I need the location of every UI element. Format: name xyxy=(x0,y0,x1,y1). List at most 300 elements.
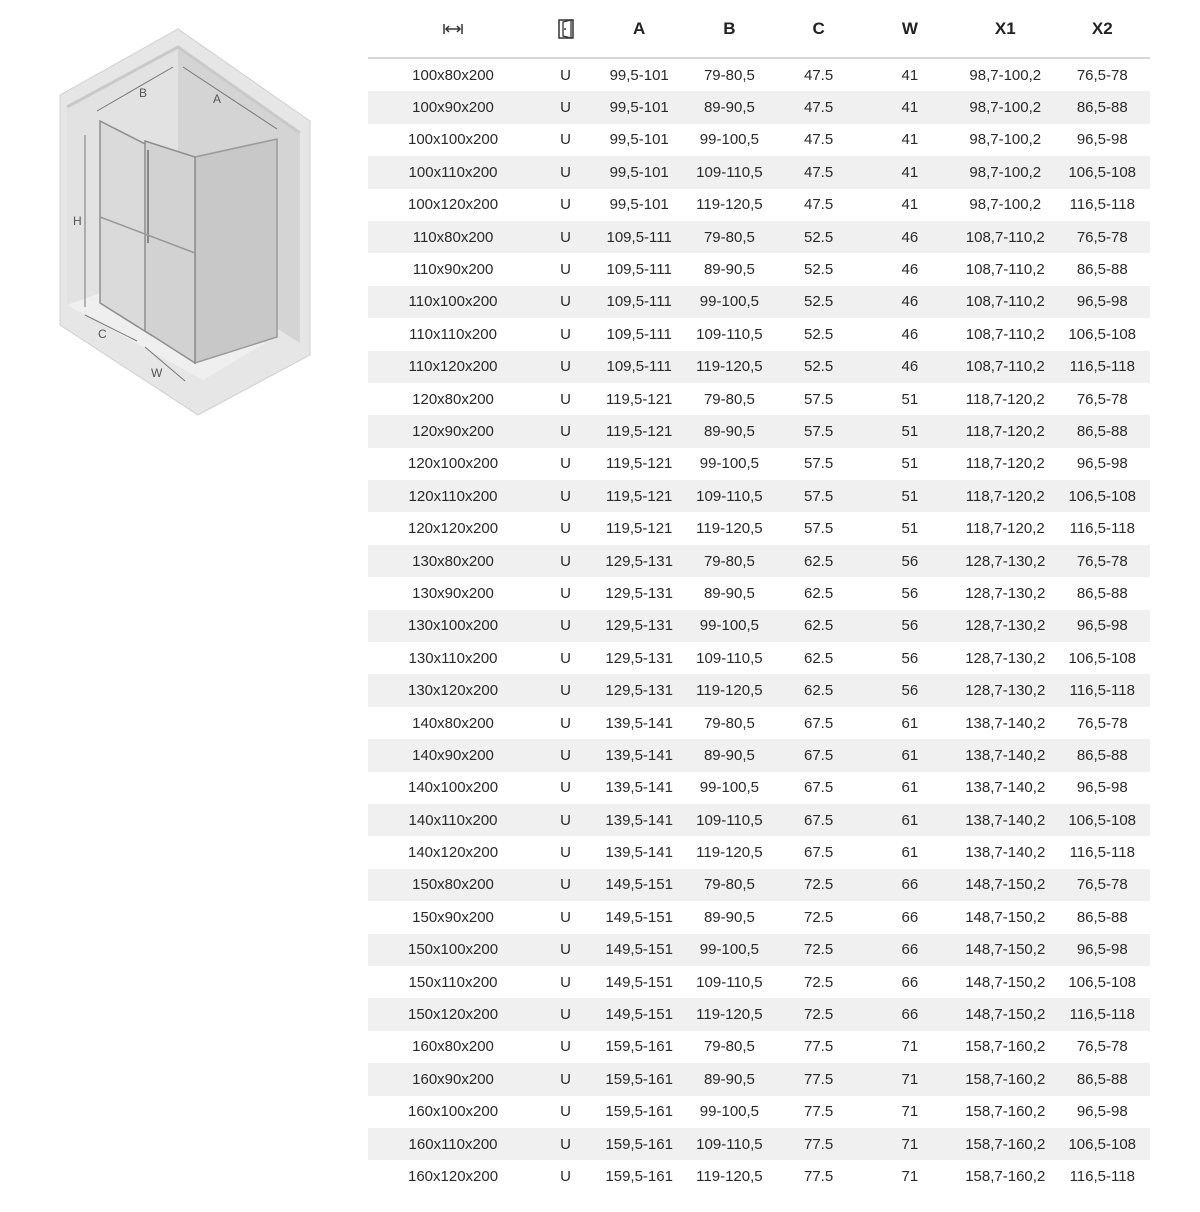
a-cell: 129,5-131 xyxy=(593,674,685,706)
w-cell: 71 xyxy=(901,1167,919,1185)
b-cell: 79-80,5 xyxy=(703,1038,755,1056)
door-type-cell: U xyxy=(538,415,593,447)
x2-cell: 86,5-88 xyxy=(1055,415,1150,447)
table-row xyxy=(368,577,1150,609)
x1-cell: 148,7-150,2 xyxy=(965,908,1046,926)
c-cell: 67.5 xyxy=(773,739,863,771)
b-cell: 79-80,5 xyxy=(685,869,773,901)
w-cell: 56 xyxy=(864,545,956,577)
x1-cell: 138,7-140,2 xyxy=(956,804,1055,836)
table-row xyxy=(368,124,1150,156)
w-cell: 66 xyxy=(901,973,919,991)
w-cell: 41 xyxy=(901,196,919,214)
x2-cell: 116,5-118 xyxy=(1069,844,1135,862)
size-cell: 100x90x200 xyxy=(368,91,538,123)
x1-cell: 108,7-110,2 xyxy=(956,351,1055,383)
a-cell: 129,5-131 xyxy=(593,545,685,577)
c-cell: 77.5 xyxy=(773,1063,863,1095)
a-cell: 99,5-101 xyxy=(593,91,685,123)
x2-cell: 96,5-98 xyxy=(1076,779,1128,797)
door-type-cell: U xyxy=(538,674,593,706)
b-cell: 109-110,5 xyxy=(685,156,773,188)
w-cell: 66 xyxy=(864,869,956,901)
x1-cell: 108,7-110,2 xyxy=(956,221,1055,253)
size-cell: 130x90x200 xyxy=(412,584,494,602)
w-cell: 46 xyxy=(864,286,956,318)
b-cell: 119-120,5 xyxy=(685,998,773,1030)
size-cell: 150x120x200 xyxy=(368,998,538,1030)
c-cell: 77.5 xyxy=(803,1103,834,1121)
a-cell: 139,5-141 xyxy=(593,804,685,836)
size-cell: 140x80x200 xyxy=(412,714,494,732)
a-cell: 139,5-141 xyxy=(593,739,685,771)
a-cell: 149,5-151 xyxy=(593,869,685,901)
door-type-cell: U xyxy=(538,91,593,123)
x1-cell: 118,7-120,2 xyxy=(956,415,1055,447)
x2-cell: 86,5-88 xyxy=(1076,908,1128,926)
table-row xyxy=(368,253,1150,285)
size-cell: 120x100x200 xyxy=(407,455,499,473)
w-cell: 61 xyxy=(864,739,956,771)
a-cell: 159,5-161 xyxy=(605,1038,673,1056)
size-cell: 100x110x200 xyxy=(368,156,538,188)
size-cell: 100x80x200 xyxy=(412,66,494,84)
b-cell: 79-80,5 xyxy=(685,545,773,577)
header-size xyxy=(368,0,538,58)
w-cell: 46 xyxy=(901,325,919,343)
c-cell: 77.5 xyxy=(773,1128,863,1160)
c-cell: 57.5 xyxy=(773,415,863,447)
a-cell: 159,5-161 xyxy=(593,1063,685,1095)
a-cell: 139,5-141 xyxy=(605,714,673,732)
x2-cell: 96,5-98 xyxy=(1055,610,1150,642)
c-cell: 52.5 xyxy=(773,351,863,383)
x1-cell: 138,7-140,2 xyxy=(965,779,1046,797)
x1-cell: 98,7-100,2 xyxy=(969,66,1042,84)
table-row xyxy=(368,58,1150,91)
b-cell: 119-120,5 xyxy=(696,1167,763,1185)
w-cell: 51 xyxy=(864,415,956,447)
w-cell: 56 xyxy=(901,584,919,602)
table-row xyxy=(368,804,1150,836)
c-cell: 62.5 xyxy=(773,545,863,577)
b-cell: 89-90,5 xyxy=(685,415,773,447)
x1-cell: 148,7-150,2 xyxy=(956,998,1055,1030)
w-cell: 56 xyxy=(864,610,956,642)
door-type-cell: U xyxy=(560,1103,571,1121)
door-type-cell: U xyxy=(538,286,593,318)
x2-cell: 106,5-108 xyxy=(1055,1128,1150,1160)
size-cell: 140x90x200 xyxy=(368,739,538,771)
x1-cell: 128,7-130,2 xyxy=(965,584,1046,602)
table-row xyxy=(368,1160,1150,1192)
a-cell: 139,5-141 xyxy=(605,844,673,862)
size-cell: 140x100x200 xyxy=(407,779,499,797)
x1-cell: 128,7-130,2 xyxy=(956,610,1055,642)
b-cell: 99-100,5 xyxy=(699,455,760,473)
b-cell: 99-100,5 xyxy=(699,1103,760,1121)
table-row xyxy=(368,448,1150,480)
x1-cell: 118,7-120,2 xyxy=(965,520,1045,538)
b-cell: 79-80,5 xyxy=(685,221,773,253)
dimension-label-a: A xyxy=(213,92,222,106)
w-cell: 41 xyxy=(901,66,919,84)
door-type-cell: U xyxy=(560,325,571,343)
x2-cell: 76,5-78 xyxy=(1055,221,1150,253)
size-cell: 130x110x200 xyxy=(408,649,498,667)
b-cell: 109-110,5 xyxy=(685,1128,773,1160)
door-type-cell: U xyxy=(560,196,571,214)
w-cell: 61 xyxy=(901,844,919,862)
w-cell: 56 xyxy=(864,674,956,706)
header-w: W xyxy=(864,0,956,58)
door-type-cell: U xyxy=(538,156,593,188)
x1-cell: 158,7-160,2 xyxy=(956,1063,1055,1095)
table-row xyxy=(368,318,1150,350)
table-row xyxy=(368,383,1150,415)
a-cell: 159,5-161 xyxy=(605,1103,673,1121)
door-type-cell: U xyxy=(560,908,571,926)
table-row xyxy=(368,1063,1150,1095)
x2-cell: 96,5-98 xyxy=(1055,934,1150,966)
c-cell: 47.5 xyxy=(803,196,834,214)
c-cell: 47.5 xyxy=(773,91,863,123)
w-cell: 61 xyxy=(901,714,919,732)
table-row xyxy=(368,966,1150,998)
b-cell: 119-120,5 xyxy=(696,196,763,214)
header-x1: X1 xyxy=(956,0,1055,58)
c-cell: 47.5 xyxy=(803,131,834,149)
size-cell: 140x120x200 xyxy=(407,844,499,862)
door-type-cell: U xyxy=(560,390,571,408)
size-cell: 110x90x200 xyxy=(412,261,494,279)
door-type-cell: U xyxy=(538,1063,593,1095)
size-cell: 160x120x200 xyxy=(407,1167,499,1185)
b-cell: 79-80,5 xyxy=(703,714,755,732)
c-cell: 67.5 xyxy=(773,804,863,836)
a-cell: 99,5-101 xyxy=(609,196,669,214)
x2-cell: 86,5-88 xyxy=(1055,1063,1150,1095)
table-row xyxy=(368,512,1150,544)
size-cell: 130x100x200 xyxy=(368,610,538,642)
x2-cell: 106,5-108 xyxy=(1055,804,1150,836)
b-cell: 99-100,5 xyxy=(699,779,760,797)
door-type-cell: U xyxy=(538,545,593,577)
x2-cell: 116,5-118 xyxy=(1069,1167,1135,1185)
table-row xyxy=(368,836,1150,868)
header-x2: X2 xyxy=(1055,0,1150,58)
diagram-front-panel xyxy=(100,121,151,335)
c-cell: 57.5 xyxy=(773,480,863,512)
table-header-row xyxy=(368,0,1150,58)
x1-cell: 118,7-120,2 xyxy=(965,390,1045,408)
table-row xyxy=(368,772,1150,804)
c-cell: 67.5 xyxy=(803,844,834,862)
table-row xyxy=(368,156,1150,188)
x2-cell: 106,5-108 xyxy=(1068,325,1137,343)
a-cell: 159,5-161 xyxy=(605,1167,673,1185)
x1-cell: 128,7-130,2 xyxy=(956,674,1055,706)
a-cell: 149,5-151 xyxy=(593,998,685,1030)
b-cell: 119-120,5 xyxy=(696,520,763,538)
b-cell: 89-90,5 xyxy=(703,261,755,279)
door-type-cell: U xyxy=(538,480,593,512)
a-cell: 119,5-121 xyxy=(605,520,673,538)
a-cell: 149,5-151 xyxy=(605,973,673,991)
b-cell: 109-110,5 xyxy=(696,325,763,343)
x2-cell: 116,5-118 xyxy=(1069,196,1135,214)
w-cell: 41 xyxy=(901,131,919,149)
x2-cell: 116,5-118 xyxy=(1069,520,1135,538)
dimension-label-h: H xyxy=(73,214,82,228)
x1-cell: 148,7-150,2 xyxy=(956,869,1055,901)
x1-cell: 118,7-120,2 xyxy=(965,455,1045,473)
c-cell: 62.5 xyxy=(773,674,863,706)
x2-cell: 86,5-88 xyxy=(1055,739,1150,771)
w-cell: 46 xyxy=(864,351,956,383)
a-cell: 129,5-131 xyxy=(605,584,673,602)
w-cell: 71 xyxy=(901,1103,919,1121)
a-cell: 99,5-101 xyxy=(593,156,685,188)
w-cell: 71 xyxy=(864,1128,956,1160)
x1-cell: 138,7-140,2 xyxy=(956,739,1055,771)
x2-cell: 116,5-118 xyxy=(1055,674,1150,706)
w-cell: 61 xyxy=(864,804,956,836)
x2-cell: 96,5-98 xyxy=(1055,286,1150,318)
size-cell: 160x110x200 xyxy=(368,1128,538,1160)
c-cell: 62.5 xyxy=(803,584,834,602)
x2-cell: 86,5-88 xyxy=(1076,261,1128,279)
a-cell: 149,5-151 xyxy=(593,934,685,966)
c-cell: 72.5 xyxy=(773,934,863,966)
table-row xyxy=(368,707,1150,739)
header-b: B xyxy=(685,0,773,58)
dimension-label-b: B xyxy=(139,86,148,100)
c-cell: 72.5 xyxy=(803,973,834,991)
door-type-cell: U xyxy=(560,66,571,84)
x2-cell: 106,5-108 xyxy=(1055,480,1150,512)
b-cell: 79-80,5 xyxy=(703,66,755,84)
door-type-cell: U xyxy=(538,1128,593,1160)
w-cell: 61 xyxy=(901,779,919,797)
x2-cell: 106,5-108 xyxy=(1068,649,1137,667)
b-cell: 99-100,5 xyxy=(685,610,773,642)
x2-cell: 106,5-108 xyxy=(1068,973,1137,991)
a-cell: 119,5-121 xyxy=(605,455,673,473)
x1-cell: 98,7-100,2 xyxy=(956,91,1055,123)
w-cell: 41 xyxy=(864,156,956,188)
w-cell: 51 xyxy=(901,390,919,408)
x1-cell: 128,7-130,2 xyxy=(965,649,1046,667)
table-row xyxy=(368,610,1150,642)
door-type-cell: U xyxy=(538,869,593,901)
b-cell: 119-120,5 xyxy=(685,351,773,383)
w-cell: 51 xyxy=(901,520,919,538)
size-cell: 150x100x200 xyxy=(368,934,538,966)
w-cell: 66 xyxy=(901,908,919,926)
b-cell: 119-120,5 xyxy=(696,844,763,862)
b-cell: 109-110,5 xyxy=(696,649,763,667)
b-cell: 99-100,5 xyxy=(699,131,760,149)
door-type-cell: U xyxy=(560,1167,571,1185)
w-cell: 41 xyxy=(864,91,956,123)
c-cell: 47.5 xyxy=(803,66,834,84)
c-cell: 72.5 xyxy=(773,869,863,901)
a-cell: 119,5-121 xyxy=(605,390,673,408)
x1-cell: 98,7-100,2 xyxy=(956,156,1055,188)
x2-cell: 76,5-78 xyxy=(1076,66,1128,84)
a-cell: 159,5-161 xyxy=(593,1128,685,1160)
door-type-cell: U xyxy=(560,261,571,279)
header-door xyxy=(538,0,593,58)
width-arrows-icon xyxy=(443,23,463,35)
x1-cell: 158,7-160,2 xyxy=(965,1038,1046,1056)
a-cell: 109,5-111 xyxy=(593,221,685,253)
size-cell: 110x110x200 xyxy=(409,325,497,343)
x1-cell: 108,7-110,2 xyxy=(956,286,1055,318)
size-cell: 120x120x200 xyxy=(407,520,499,538)
table-row xyxy=(368,351,1150,383)
size-cell: 140x110x200 xyxy=(368,804,538,836)
a-cell: 119,5-121 xyxy=(593,415,685,447)
door-type-cell: U xyxy=(560,131,571,149)
size-cell: 110x120x200 xyxy=(368,351,538,383)
a-cell: 129,5-131 xyxy=(593,610,685,642)
a-cell: 109,5-111 xyxy=(606,261,672,279)
x2-cell: 96,5-98 xyxy=(1076,131,1128,149)
c-cell: 52.5 xyxy=(803,325,834,343)
header-a: A xyxy=(593,0,685,58)
c-cell: 67.5 xyxy=(803,779,834,797)
table-row xyxy=(368,739,1150,771)
a-cell: 149,5-151 xyxy=(605,908,673,926)
size-cell: 100x100x200 xyxy=(407,131,499,149)
table-row xyxy=(368,415,1150,447)
x2-cell: 96,5-98 xyxy=(1076,1103,1128,1121)
size-cell: 120x90x200 xyxy=(368,415,538,447)
x1-cell: 148,7-150,2 xyxy=(956,934,1055,966)
size-cell: 120x110x200 xyxy=(368,480,538,512)
door-type-cell: U xyxy=(538,610,593,642)
a-cell: 109,5-111 xyxy=(593,286,685,318)
size-cell: 150x90x200 xyxy=(412,908,494,926)
x1-cell: 158,7-160,2 xyxy=(965,1103,1046,1121)
x1-cell: 148,7-150,2 xyxy=(965,973,1046,991)
size-cell: 110x80x200 xyxy=(368,221,538,253)
table-row xyxy=(368,674,1150,706)
a-cell: 119,5-121 xyxy=(593,480,685,512)
c-cell: 72.5 xyxy=(773,998,863,1030)
table-row xyxy=(368,286,1150,318)
dimension-label-c: C xyxy=(98,327,107,341)
c-cell: 67.5 xyxy=(803,714,834,732)
dimensions-table xyxy=(368,0,1150,1193)
table-row xyxy=(368,545,1150,577)
table-row xyxy=(368,1128,1150,1160)
x1-cell: 158,7-160,2 xyxy=(956,1128,1055,1160)
x2-cell: 76,5-78 xyxy=(1076,1038,1128,1056)
w-cell: 66 xyxy=(864,998,956,1030)
x2-cell: 76,5-78 xyxy=(1076,714,1128,732)
w-cell: 71 xyxy=(901,1038,919,1056)
x2-cell: 106,5-108 xyxy=(1055,156,1150,188)
x1-cell: 98,7-100,2 xyxy=(969,131,1042,149)
x1-cell: 158,7-160,2 xyxy=(965,1167,1046,1185)
door-type-cell: U xyxy=(538,351,593,383)
b-cell: 89-90,5 xyxy=(703,584,755,602)
x2-cell: 76,5-78 xyxy=(1055,545,1150,577)
size-cell: 130x120x200 xyxy=(368,674,538,706)
table-row xyxy=(368,1096,1150,1128)
w-cell: 51 xyxy=(901,455,919,473)
door-type-cell: U xyxy=(560,649,571,667)
w-cell: 71 xyxy=(864,1063,956,1095)
table-row xyxy=(368,189,1150,221)
door-type-cell: U xyxy=(560,844,571,862)
a-cell: 109,5-111 xyxy=(593,351,685,383)
c-cell: 62.5 xyxy=(803,649,834,667)
b-cell: 89-90,5 xyxy=(703,908,755,926)
x1-cell: 118,7-120,2 xyxy=(956,480,1055,512)
b-cell: 109-110,5 xyxy=(685,804,773,836)
x2-cell: 96,5-98 xyxy=(1076,455,1128,473)
size-cell: 160x80x200 xyxy=(412,1038,494,1056)
x1-cell: 98,7-100,2 xyxy=(969,196,1042,214)
size-cell: 150x110x200 xyxy=(408,973,498,991)
table-row xyxy=(368,901,1150,933)
table-row xyxy=(368,642,1150,674)
b-cell: 109-110,5 xyxy=(685,480,773,512)
x1-cell: 138,7-140,2 xyxy=(965,714,1046,732)
w-cell: 46 xyxy=(864,221,956,253)
c-cell: 52.5 xyxy=(773,286,863,318)
door-type-cell: U xyxy=(538,221,593,253)
a-cell: 139,5-141 xyxy=(605,779,673,797)
c-cell: 72.5 xyxy=(803,908,834,926)
table-row xyxy=(368,1031,1150,1063)
c-cell: 52.5 xyxy=(773,221,863,253)
x2-cell: 116,5-118 xyxy=(1055,998,1150,1030)
door-type-cell: U xyxy=(560,779,571,797)
header-c: C xyxy=(773,0,863,58)
door-type-cell: U xyxy=(560,584,571,602)
w-cell: 66 xyxy=(864,934,956,966)
b-cell: 99-100,5 xyxy=(685,286,773,318)
table-row xyxy=(368,869,1150,901)
table-row xyxy=(368,221,1150,253)
x1-cell: 128,7-130,2 xyxy=(956,545,1055,577)
x2-cell: 116,5-118 xyxy=(1055,351,1150,383)
x1-cell: 138,7-140,2 xyxy=(965,844,1046,862)
w-cell: 46 xyxy=(901,261,919,279)
a-cell: 99,5-101 xyxy=(609,131,669,149)
b-cell: 89-90,5 xyxy=(685,739,773,771)
door-type-cell: U xyxy=(538,998,593,1030)
table-body xyxy=(368,58,1150,1193)
size-cell: 100x120x200 xyxy=(407,196,499,214)
b-cell: 119-120,5 xyxy=(685,674,773,706)
table-row xyxy=(368,934,1150,966)
size-cell: 150x80x200 xyxy=(368,869,538,901)
x2-cell: 76,5-78 xyxy=(1076,390,1128,408)
x1-cell: 108,7-110,2 xyxy=(965,325,1045,343)
b-cell: 89-90,5 xyxy=(685,1063,773,1095)
size-cell: 120x80x200 xyxy=(412,390,494,408)
table-row xyxy=(368,480,1150,512)
c-cell: 62.5 xyxy=(773,610,863,642)
c-cell: 57.5 xyxy=(803,520,834,538)
c-cell: 47.5 xyxy=(773,156,863,188)
